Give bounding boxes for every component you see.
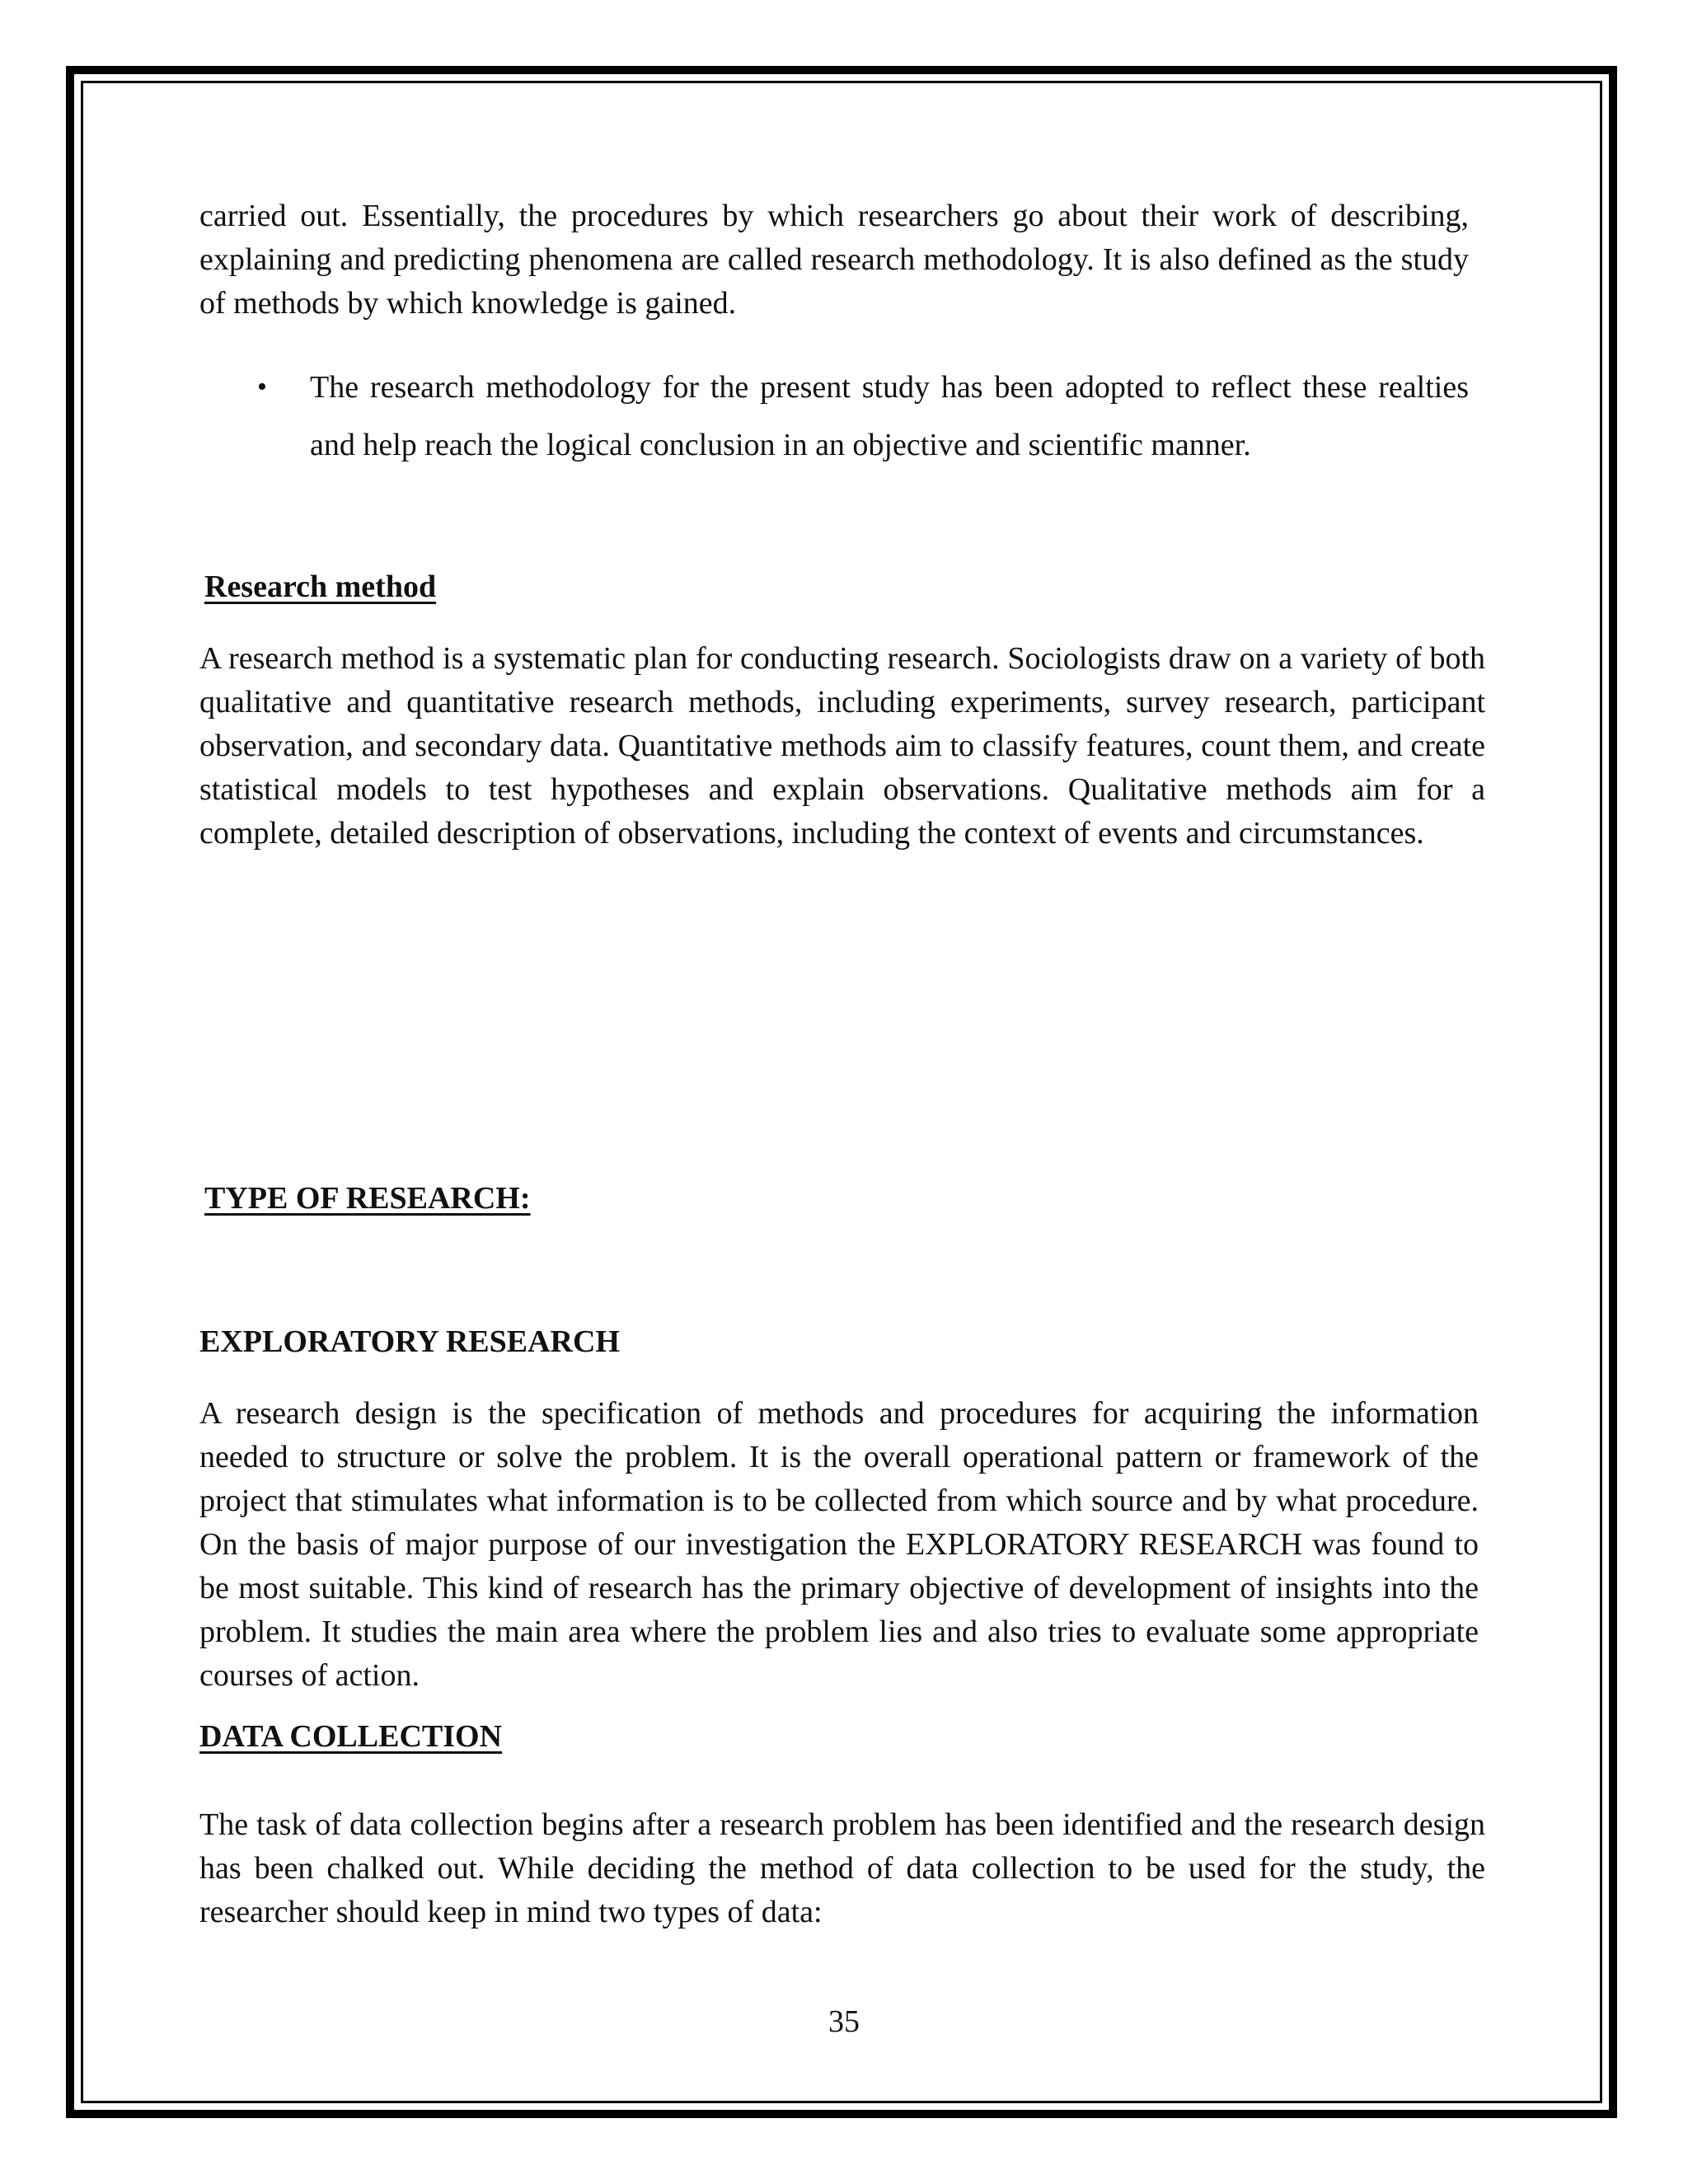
exploratory-research-heading: EXPLORATORY RESEARCH	[199, 1324, 620, 1359]
data-collection-heading-text: DATA COLLECTION	[199, 1719, 503, 1754]
page-content	[199, 194, 1485, 1934]
page-number: 35	[828, 2004, 860, 2039]
bullet-item	[199, 359, 1485, 474]
type-of-research-heading-text: TYPE OF RESEARCH:	[204, 1181, 531, 1216]
exploratory-research-paragraph: A research design is the specification of methods and procedures for acquiring the information needed to structure or solve the problem. It is the overall operational pattern or framework of the project that stimulates what information is to be collected from which source and by what procedure. On the basis of major purpose of our investigation the EXPLORATORY RESEARCH was found to be most suitable. This kind of research has the primary objective of development of insights into the problem. It studies the main area where the problem lies and also tries to evaluate some appropriate courses of action.	[199, 1396, 1479, 1693]
data-collection-heading	[199, 1716, 1485, 1757]
research-method-heading	[199, 566, 1485, 607]
data-collection-paragraph: The task of data collection begins after a research problem has been identified and the research design has been chalked out. While deciding the method of data collection to be used for the study, the researcher should keep in mind two types of data:	[199, 1807, 1485, 1929]
intro-paragraph: carried out. Essentially, the procedures by which researchers go about their work of describing, explaining and predicting phenomena are called research methodology. It is also defined as the study of methods by which knowledge is gained.	[199, 199, 1469, 321]
research-method-heading-text: Research method	[204, 569, 437, 604]
bullet-icon: •	[257, 372, 267, 402]
bullet-text: The research methodology for the present study has been adopted to reflect these realties and help reach the logical conclusion in an objective and scientific manner.	[310, 370, 1469, 462]
type-of-research-heading	[199, 1178, 1485, 1219]
research-method-paragraph: A research method is a systematic plan for conducting research. Sociologists draw on a variety of both qualitative and quantitative research methods, including experiments, survey research, participant observation, and secondary data. Quantitative methods aim to classify features, count them, and create statistical models to test hypotheses and explain observations. Qualitative methods aim for a complete, detailed description of observations, including the context of events and circumstances.	[199, 641, 1485, 851]
